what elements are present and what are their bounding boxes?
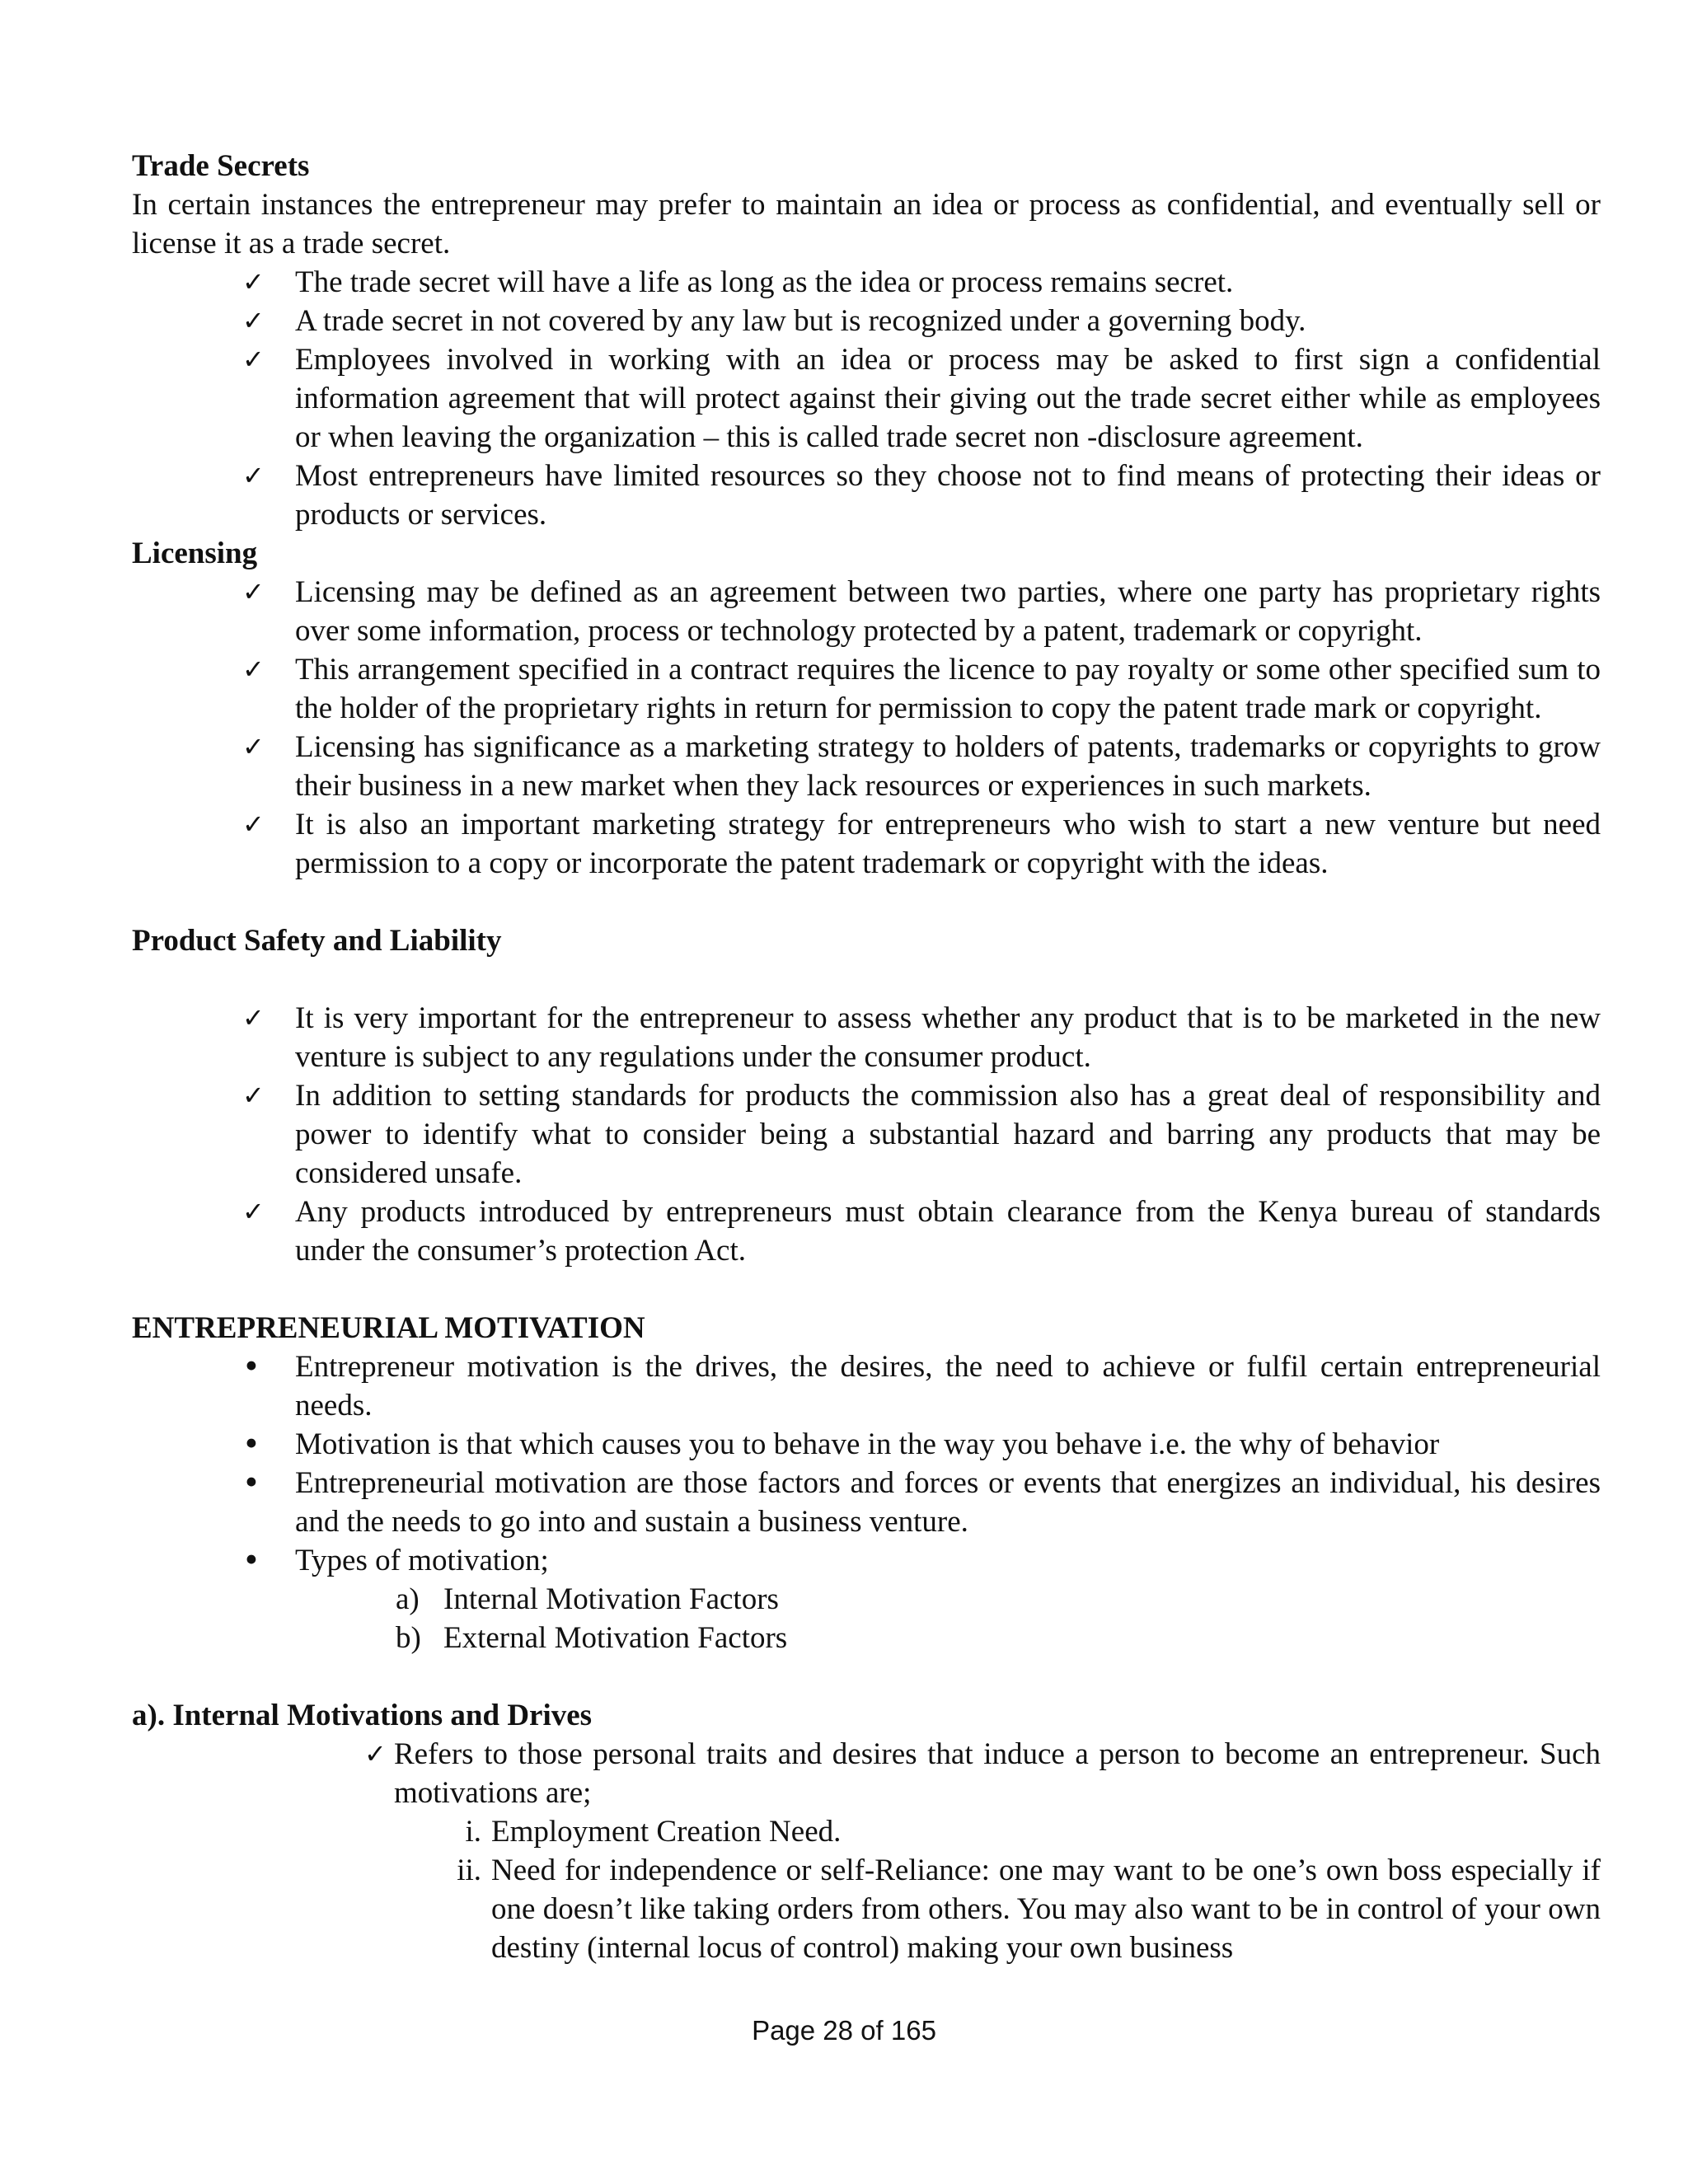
checkmark-icon: ✓ — [242, 576, 265, 607]
spacer — [132, 1657, 1601, 1696]
motivation-types-list — [132, 1580, 1601, 1657]
heading-trade-secrets: Trade Secrets — [132, 149, 310, 183]
list-item: a) Internal Motivation Factors — [396, 1582, 779, 1616]
list-item: • Entrepreneur motivation is the drives, the desires, the need to achieve or fulfil certain entrepreneurial needs. — [242, 1349, 1601, 1422]
bullet-icon: • — [242, 1349, 260, 1385]
bullet-icon: • — [242, 1465, 260, 1501]
checkmark-icon: ✓ — [242, 344, 265, 375]
list-item: ✓ Licensing may be defined as an agreement between two parties, where one party has proprietary rights over some information, process or technology protected by a patent, trademark or copyright. — [295, 573, 1601, 650]
checkmark-icon: ✓ — [242, 808, 265, 840]
heading-licensing: Licensing — [132, 537, 258, 570]
motivation-list — [132, 1347, 1601, 1580]
list-item: ✓ The trade secret will have a life as long as the idea or process remains secret. — [295, 263, 1601, 302]
bullet-icon: • — [242, 1427, 260, 1462]
internal-motivation-list — [132, 1735, 1601, 1812]
trade-secrets-intro: In certain instances the entrepreneur may prefer to maintain an idea or process as confidential, and eventually sell or license it as a trade secret. — [132, 188, 1601, 260]
heading-product-safety: Product Safety and Liability — [132, 924, 502, 958]
list-item: • Entrepreneurial motivation are those factors and forces or events that energizes an individual, his desires and the needs to go into and sustain a business venture. — [242, 1465, 1601, 1539]
product-safety-list — [132, 999, 1601, 1270]
list-item: • Motivation is that which causes you to behave in the way you behave i.e. the why of behavior — [242, 1427, 1440, 1462]
document-body — [132, 147, 1601, 1967]
list-item: ii. Need for independence or self-Reliance: one may want to be one’s own boss especially if one doesn’t like taking orders from others. You may also want to be in control of your own destiny (internal locus of control) making your own business — [457, 1854, 1601, 1965]
list-item: ✓ Any products introduced by entrepreneurs must obtain clearance from the Kenya bureau of standards under the consumer’s protection Act. — [295, 1193, 1601, 1270]
list-item: • Types of motivation; — [242, 1543, 549, 1578]
checkmark-icon: ✓ — [242, 305, 265, 336]
bullet-icon: • — [242, 1543, 260, 1578]
heading-entrepreneurial-motivation: ENTREPRENEURIAL MOTIVATION — [132, 1311, 645, 1345]
checkmark-icon: ✓ — [242, 1080, 265, 1111]
heading-internal-motivations: a). Internal Motivations and Drives — [132, 1699, 593, 1732]
page-number: Page 28 of 165 — [752, 2015, 936, 2046]
list-item: ✓ Refers to those personal traits and desires that induce a person to become an entrepreneur. Such motivations are; — [394, 1735, 1601, 1812]
checkmark-icon: ✓ — [242, 1002, 265, 1033]
spacer — [132, 960, 1601, 999]
checkmark-icon: ✓ — [364, 1738, 387, 1769]
spacer — [132, 1270, 1601, 1309]
list-item: ✓ Most entrepreneurs have limited resources so they choose not to find means of protecting their ideas or products or services. — [295, 457, 1601, 534]
list-item: ✓ In addition to setting standards for products the commission also has a great deal of responsibility and power to identify what to consider being a substantial hazard and barring any products that may be considered unsafe. — [295, 1076, 1601, 1193]
checkmark-icon: ✓ — [242, 731, 265, 762]
list-item: b) External Motivation Factors — [396, 1621, 788, 1655]
list-item: i. Employment Creation Need. — [465, 1815, 842, 1849]
checkmark-icon: ✓ — [242, 266, 265, 298]
spacer — [132, 883, 1601, 921]
internal-motivation-items — [132, 1812, 1601, 1967]
list-item: ✓ Licensing has significance as a marketing strategy to holders of patents, trademarks or copyrights to grow their business in a new market when they lack resources or experiences in such markets. — [295, 728, 1601, 805]
list-item: ✓ It is also an important marketing strategy for entrepreneurs who wish to start a new venture but need permission to a copy or incorporate the patent trademark or copyright with the ideas. — [295, 805, 1601, 883]
checkmark-icon: ✓ — [242, 1196, 265, 1227]
list-item: ✓ Employees involved in working with an idea or process may be asked to first sign a confidential information agreement that will protect against their giving out the trade secret either while as employees or when leaving the organization – this is called trade secret non -disclosure agreement. — [295, 340, 1601, 457]
checkmark-icon: ✓ — [242, 460, 265, 491]
trade-secrets-list — [132, 263, 1601, 534]
licensing-list — [132, 573, 1601, 883]
list-item: ✓ It is very important for the entrepreneur to assess whether any product that is to be marketed in the new venture is subject to any regulations under the consumer product. — [295, 999, 1601, 1076]
list-item: ✓ A trade secret in not covered by any law but is recognized under a governing body. — [295, 302, 1601, 340]
list-item: ✓ This arrangement specified in a contract requires the licence to pay royalty or some other specified sum to the holder of the proprietary rights in return for permission to copy the patent trade mark or copyright. — [295, 650, 1601, 728]
checkmark-icon: ✓ — [242, 654, 265, 685]
